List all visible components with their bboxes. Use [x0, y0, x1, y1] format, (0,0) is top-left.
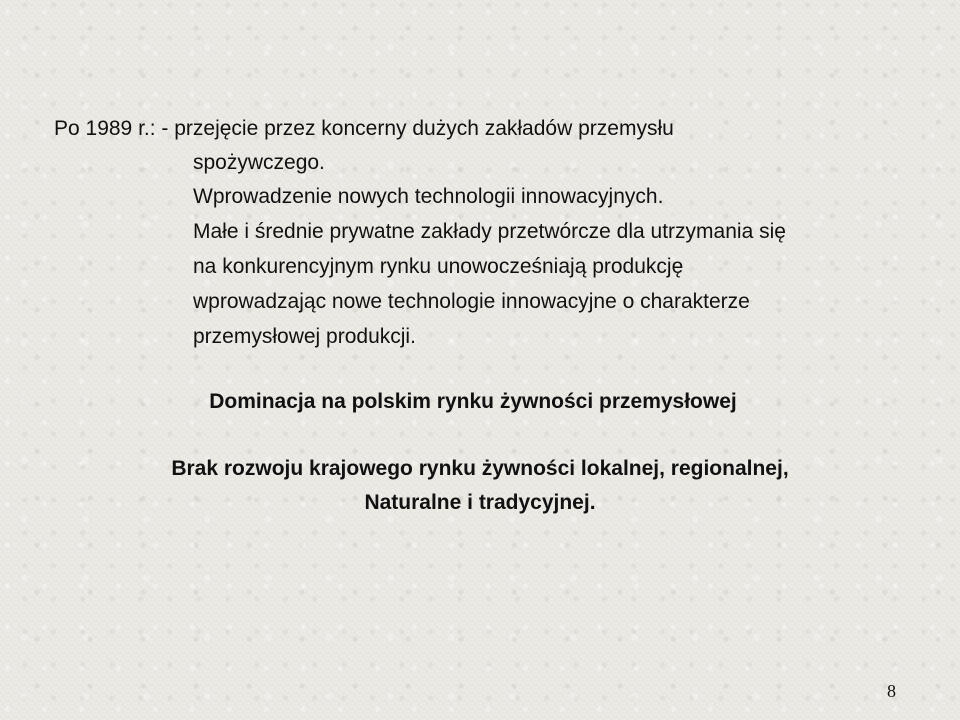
intro-line-7: przemysłowej produkcji.	[193, 325, 416, 348]
intro-line-4: Małe i średnie prywatne zakłady przetwórcze dla utrzymania się	[193, 220, 786, 243]
intro-line-5: na konkurencyjnym rynku unowocześniają produkcję	[193, 255, 684, 278]
dominance-statement: Dominacja na polskim rynku żywności przemysłowej	[209, 390, 737, 413]
intro-line-6: wprowadzając nowe technologie innowacyjne o charakterze	[193, 290, 750, 313]
conclusion-line-1: Brak rozwoju krajowego rynku żywności lokalnej, regionalnej,	[171, 457, 789, 480]
intro-line-2: spożywczego.	[193, 151, 325, 174]
intro-line-3: Wprowadzenie nowych technologii innowacyjnych.	[193, 185, 664, 208]
conclusion-line-2: Naturalne i tradycyjnej.	[364, 491, 596, 514]
page-number: 8	[887, 681, 896, 701]
intro-line-1: Po 1989 r.: - przejęcie przez koncerny dużych zakładów przemysłu	[54, 117, 674, 140]
